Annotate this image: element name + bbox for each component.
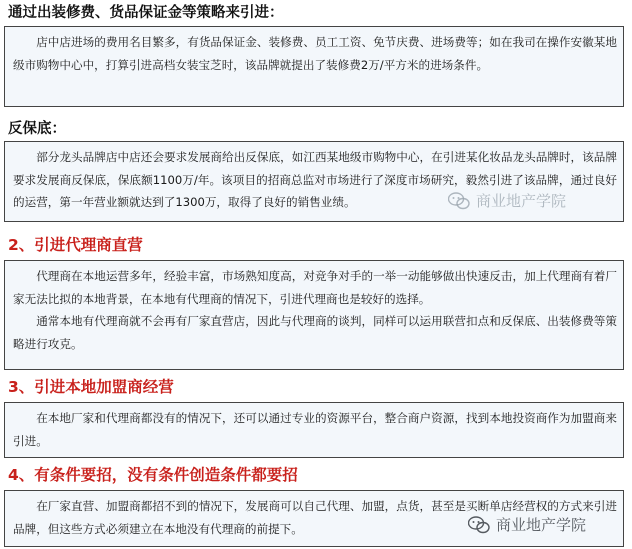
paragraph: 代理商在本地运营多年，经验丰富，市场熟知度高，对竞争对手的一举一动能够做出快速反击，加上代理商有着厂家无法比拟的本地背景，在本地有代理商的情况下，引进代理商也是较好的选择。 <box>13 269 617 306</box>
wechat-icon <box>448 192 470 210</box>
section-heading-agent-direct: 2、引进代理商直营 <box>8 236 143 254</box>
watermark-bottom <box>468 514 586 535</box>
section-box-agent-direct <box>4 260 624 370</box>
watermark-middle <box>448 190 566 211</box>
paragraph: 在本地厂家和代理商都没有的情况下，还可以通过专业的资源平台，整合商户资源，找到本地投资商作为加盟商来引进。 <box>13 411 617 448</box>
paragraph: 在厂家直营、加盟商都招不到的情况下，发展商可以自己代理、加盟，点货，甚至是买断单店经营权的方式来引进品牌，但这些方式必须建立在本地没有代理商的前提下。 <box>13 499 617 536</box>
section-heading-reverse-guarantee: 反保底： <box>8 121 66 137</box>
wechat-icon <box>468 516 490 534</box>
section-box-fees <box>4 26 624 107</box>
section-heading-fees: 通过出装修费、货品保证金等策略来引进： <box>8 5 284 21</box>
watermark-text: 商业地产学院 <box>496 516 587 534</box>
paragraph: 店中店进场的费用名目繁多，有货品保证金、装修费、员工工资、免节庆费、进场费等；如在我司在操作安徽某地级市购物中心中，打算引进高档女装宝芝时，该品牌就提出了装修费2万/平方米的进场条件。 <box>13 35 617 72</box>
section-heading-create-conditions: 4、有条件要招，没有条件创造条件都要招 <box>8 466 298 484</box>
section-heading-local-franchise: 3、引进本地加盟商经营 <box>8 378 174 396</box>
watermark-text: 商业地产学院 <box>476 192 567 210</box>
paragraph: 通常本地有代理商就不会再有厂家直营店，因此与代理商的谈判，同样可以运用联营扣点和反保底、出装修费等策略进行攻克。 <box>13 314 617 351</box>
section-box-local-franchise <box>4 402 624 458</box>
paragraph: 部分龙头品牌店中店还会要求发展商给出反保底，如江西某地级市购物中心，在引进某化妆品龙头品牌时，该品牌要求发展商反保底，保底额1100万/年。该项目的招商总监对市场进行了深度市场研究，毅然引进了该品牌，通过良好的运营，第一年营业额就达到了1300万，取得了良好的销售业绩。 <box>13 150 617 209</box>
